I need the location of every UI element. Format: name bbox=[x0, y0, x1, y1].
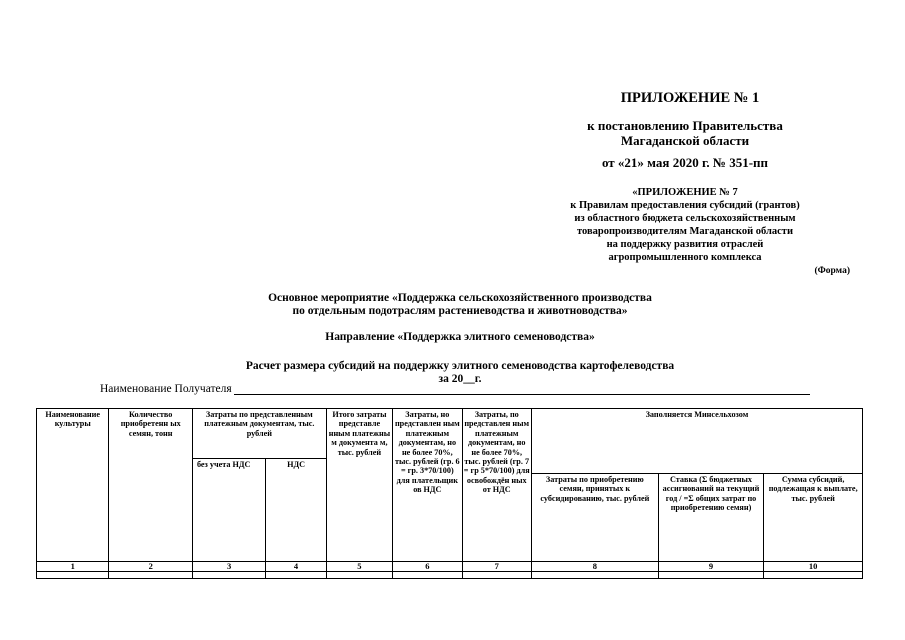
column-number: 1 bbox=[37, 562, 109, 572]
table-cell bbox=[462, 572, 531, 579]
header-without-vat: без учета НДС bbox=[192, 459, 265, 562]
inner-appendix-line: на поддержку развития отраслей bbox=[606, 239, 764, 250]
column-number: 10 bbox=[764, 562, 863, 572]
column-number: 5 bbox=[326, 562, 392, 572]
table-row bbox=[37, 572, 863, 579]
table-cell bbox=[531, 572, 658, 579]
inner-appendix-line: товаропроизводителям Магаданской области bbox=[576, 226, 794, 237]
calculation-title: Расчет размера субсидий на поддержку элитного семеноводства картофелеводства bbox=[245, 360, 675, 372]
column-number: 7 bbox=[462, 562, 531, 572]
main-event-line-2: по отдельным подотраслям растениеводства и животноводства» bbox=[292, 305, 628, 317]
resolution-line-1: к постановлению Правительства bbox=[587, 118, 783, 133]
column-numbers-row bbox=[37, 562, 863, 572]
column-number: 3 bbox=[192, 562, 265, 572]
header-subsidy-amount: Сумма субсидий, подлежащая к выплате, тыс. рублей bbox=[764, 474, 863, 562]
table-cell bbox=[393, 572, 462, 579]
inner-appendix-line: агропромышленного комплекса bbox=[608, 252, 762, 263]
table-cell bbox=[266, 572, 326, 579]
table-cell bbox=[192, 572, 265, 579]
header-payment-costs: Затраты по представленным платежным документам, тыс. рублей bbox=[192, 409, 326, 459]
appendix-title: ПРИЛОЖЕНИЕ № 1 bbox=[620, 90, 760, 106]
resolution-reference bbox=[540, 118, 830, 170]
table-cell bbox=[764, 572, 863, 579]
inner-appendix-line: из областного бюджета сельскохозяйственным bbox=[574, 213, 796, 224]
header-vat: НДС bbox=[266, 459, 326, 562]
header-costs-vat-exempt: Затраты, по представлен ным платежным документам, но не более 70%, тыс. рублей (гр. 7 = гр 5*70/100) для освобождён ных от НДС bbox=[462, 409, 531, 562]
form-note: (Форма) bbox=[814, 266, 850, 276]
inner-appendix-title: «ПРИЛОЖЕНИЕ № 7 bbox=[632, 187, 738, 198]
resolution-date: от «21» мая 2020 г. № 351-пп bbox=[601, 155, 769, 170]
header-total-costs: Итого затраты представле нным платежны м документа м, тыс. рублей bbox=[326, 409, 392, 562]
calculation-period: за 20__г. bbox=[438, 373, 482, 385]
column-number: 6 bbox=[393, 562, 462, 572]
header-costs-vat-payers: Затраты, но представлен ным платежным документам, но не более 70%, тыс. рублей (гр. 6 = гр. 3*70/100) для плательщик ов НДС bbox=[393, 409, 462, 562]
recipient-label: Наименование Получателя bbox=[100, 383, 232, 395]
header-crop-name: Наименование культуры bbox=[37, 409, 109, 562]
recipient-blank-line bbox=[234, 384, 810, 395]
inner-appendix-line: к Правилам предоставления субсидий (грантов) bbox=[570, 200, 800, 211]
main-event-line-1: Основное мероприятие «Поддержка сельскохозяйственного производства bbox=[268, 292, 652, 304]
column-number: 8 bbox=[531, 562, 658, 572]
header-seed-quantity: Количество приобретенн ых семян, тонн bbox=[109, 409, 193, 562]
inner-appendix-block bbox=[520, 186, 850, 278]
recipient-field bbox=[100, 383, 810, 395]
column-number: 2 bbox=[109, 562, 193, 572]
table-cell bbox=[326, 572, 392, 579]
table-cell bbox=[37, 572, 109, 579]
table-cell bbox=[658, 572, 764, 579]
resolution-line-2: Магаданской области bbox=[620, 133, 750, 148]
header-rate: Ставка (Σ бюджетных ассигнований на текущий год / =Σ общих затрат по приобретению семян) bbox=[658, 474, 764, 562]
main-event-heading bbox=[180, 292, 740, 318]
subsidy-calculation-table bbox=[36, 408, 863, 579]
column-number: 9 bbox=[658, 562, 764, 572]
direction-heading: Направление «Поддержка элитного семеноводства» bbox=[325, 331, 595, 343]
header-accepted-costs: Затраты по приобретению семян, принятых к субсидированию, тыс. рублей bbox=[531, 474, 658, 562]
table-cell bbox=[109, 572, 193, 579]
column-number: 4 bbox=[266, 562, 326, 572]
header-ministry-filled: Заполняется Минсельхозом bbox=[531, 409, 862, 474]
